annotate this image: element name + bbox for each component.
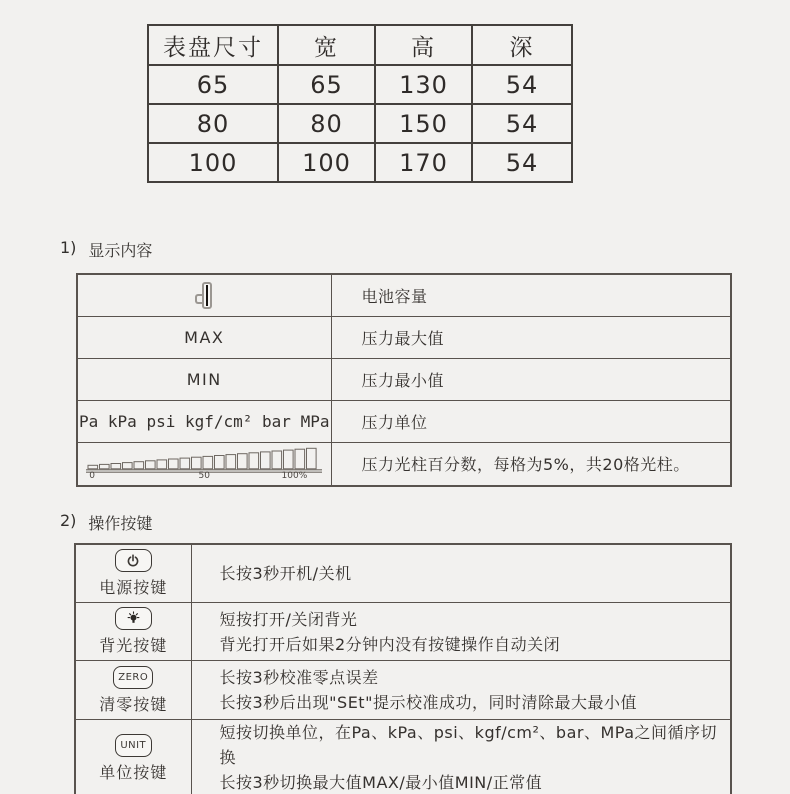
description-cell bbox=[191, 603, 731, 661]
table-row bbox=[77, 400, 731, 442]
symbol-cell: Pa kPa psi kgf/cm² bar MPa bbox=[77, 400, 331, 442]
bar-graph-bars bbox=[88, 448, 316, 469]
table-row bbox=[148, 143, 572, 182]
header-cell: 表盘尺寸 bbox=[148, 25, 278, 65]
description-line: 长按3秒校准零点误差 bbox=[219, 668, 379, 687]
tick-label: 0 bbox=[89, 470, 95, 481]
description-line: 长按3秒开机/关机 bbox=[219, 564, 352, 583]
battery-body bbox=[202, 282, 212, 309]
table-row bbox=[77, 442, 731, 486]
size-cell: 80 bbox=[278, 104, 375, 143]
zero-button bbox=[113, 666, 153, 689]
battery-fill bbox=[206, 285, 208, 306]
symbol-cell: MIN bbox=[77, 358, 331, 400]
description-cell: 压力光柱百分数，每格为5%，共20格光柱。 bbox=[331, 442, 731, 486]
power-button bbox=[115, 549, 152, 572]
description-cell: 压力最小值 bbox=[331, 358, 731, 400]
zero-button-label: ZERO bbox=[118, 672, 149, 683]
description-cell bbox=[191, 544, 731, 603]
section-number: 1) bbox=[60, 238, 77, 257]
description-line: 短按打开/关闭背光 bbox=[219, 609, 358, 629]
size-cell: 150 bbox=[375, 104, 472, 143]
key-name: 单位按键 bbox=[99, 762, 168, 782]
backlight-bulb-icon bbox=[126, 611, 141, 626]
size-cell: 65 bbox=[278, 65, 375, 104]
symbol-cell bbox=[77, 442, 331, 486]
table-header-row bbox=[148, 25, 572, 65]
bar-graph-svg bbox=[85, 445, 323, 473]
unit-button-label: UNIT bbox=[120, 739, 147, 751]
table-row bbox=[77, 358, 731, 400]
power-icon bbox=[126, 554, 140, 568]
size-cell: 65 bbox=[148, 65, 278, 104]
symbol-cell bbox=[77, 274, 331, 316]
size-cell: 80 bbox=[148, 104, 278, 143]
table-row bbox=[75, 661, 731, 720]
tick-label: 50 bbox=[198, 470, 210, 481]
table-row bbox=[148, 65, 572, 104]
battery-icon bbox=[202, 286, 212, 305]
key-cell bbox=[75, 603, 191, 661]
section-title: 显示内容 bbox=[88, 241, 153, 260]
size-cell: 100 bbox=[278, 143, 375, 182]
battery-terminal bbox=[195, 294, 202, 304]
header-cell: 高 bbox=[375, 25, 472, 65]
table-row bbox=[75, 603, 731, 661]
description-line: 短按切换单位，在Pa、kPa、psi、kgf/cm²、bar、MPa之间循序切换 bbox=[219, 723, 717, 767]
section-title: 操作按键 bbox=[88, 514, 153, 533]
header-cell: 宽 bbox=[278, 25, 375, 65]
operation-keys-table bbox=[74, 543, 732, 794]
section-label-keys bbox=[60, 511, 152, 534]
size-cell: 54 bbox=[472, 143, 572, 182]
key-cell bbox=[75, 661, 191, 720]
table-row bbox=[77, 316, 731, 358]
key-cell bbox=[75, 544, 191, 603]
key-name: 背光按键 bbox=[99, 636, 168, 655]
table-row bbox=[75, 720, 731, 794]
header-cell: 深 bbox=[472, 25, 572, 65]
description-line: 长按3秒切换最大值MAX/最小值MIN/正常值 bbox=[219, 773, 543, 792]
table-row bbox=[75, 544, 731, 603]
description-line: 长按3秒后出现"SEt"提示校准成功，同时清除最大最小值 bbox=[219, 693, 637, 712]
key-cell bbox=[75, 720, 191, 794]
pressure-bar-graph bbox=[85, 445, 323, 481]
unit-button bbox=[115, 734, 152, 757]
size-cell: 54 bbox=[472, 104, 572, 143]
description-line: 背光打开后如果2分钟内没有按键操作自动关闭 bbox=[219, 634, 561, 654]
size-cell: 54 bbox=[472, 65, 572, 104]
description-cell bbox=[191, 720, 731, 794]
section-label-display bbox=[60, 238, 152, 261]
table-row bbox=[77, 274, 731, 316]
display-content-table bbox=[76, 273, 732, 487]
dial-size-table bbox=[147, 24, 573, 183]
size-cell: 100 bbox=[148, 143, 278, 182]
description-cell bbox=[191, 661, 731, 720]
section-number: 2) bbox=[60, 511, 77, 530]
description-cell: 电池容量 bbox=[331, 274, 731, 316]
backlight-button bbox=[115, 607, 152, 630]
bar-graph-tick-labels bbox=[85, 471, 323, 481]
size-cell: 130 bbox=[375, 65, 472, 104]
key-name: 清零按键 bbox=[99, 695, 168, 714]
symbol-cell: MAX bbox=[77, 316, 331, 358]
description-cell: 压力单位 bbox=[331, 400, 731, 442]
size-cell: 170 bbox=[375, 143, 472, 182]
table-row bbox=[148, 104, 572, 143]
description-cell: 压力最大值 bbox=[331, 316, 731, 358]
tick-label: 100% bbox=[281, 470, 308, 481]
key-name: 电源按键 bbox=[99, 578, 168, 597]
